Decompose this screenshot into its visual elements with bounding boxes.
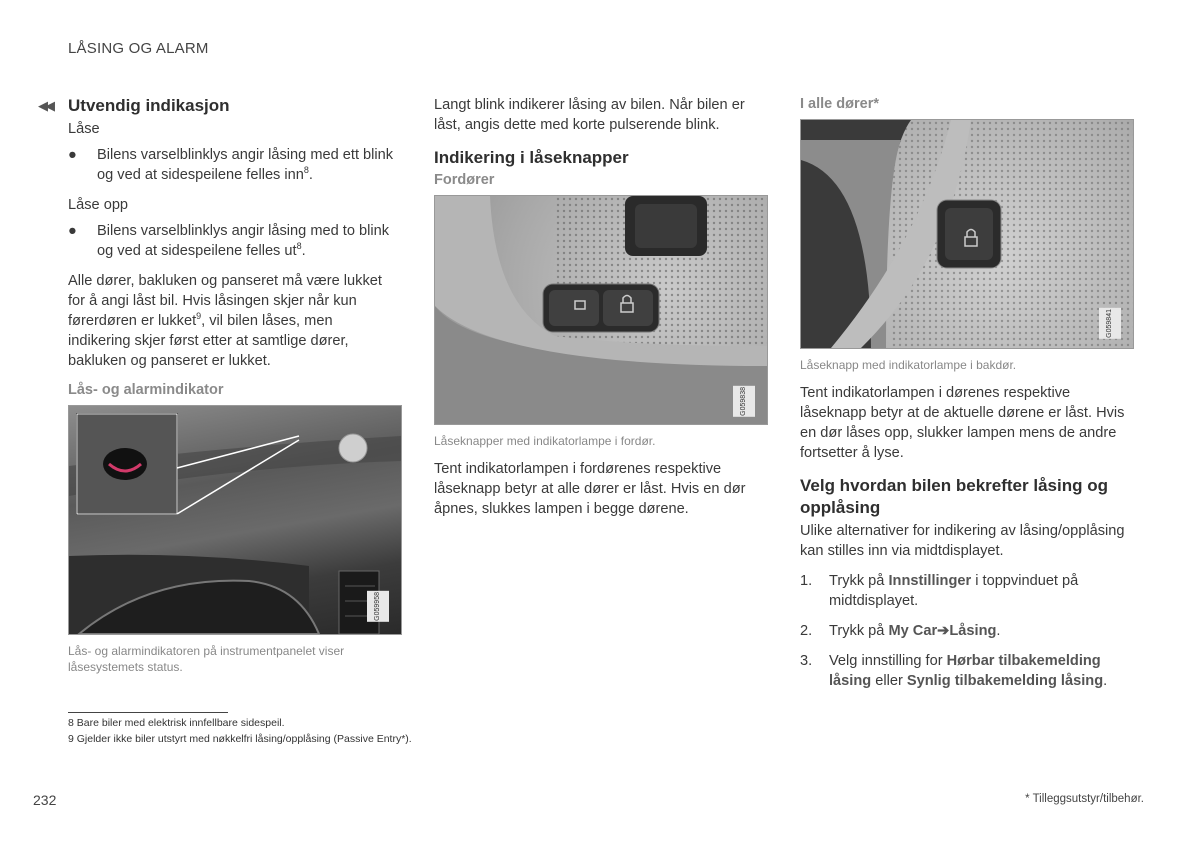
figure-caption: Lås- og alarmindikatoren på instrumentpanelet viser låsesystemets status. [68, 644, 345, 674]
intro-paragraph: Ulike alternativer for indikering av låsing/opplåsing kan stilles inn via midtdisplayet. [800, 523, 1125, 559]
unlock-bullet: ● Bilens varselblinklys angir låsing med to blink og ved at sidespeilene felles $ut^8$. [68, 223, 390, 259]
column-1 [68, 95, 398, 685]
figure-code: G059958 [367, 591, 389, 622]
lock-bullet: ● Bilens varselblinklys angir låsing med ett blink og ved at sidespeilene felles inn$^8$. [68, 147, 394, 183]
bullet-icon: ● [68, 223, 77, 239]
page-number: 232 [33, 792, 57, 808]
dashboard-indicator-image [68, 405, 402, 635]
subheading-indicator: Lås- og alarmindikator [68, 382, 224, 398]
back-arrows-icon[interactable]: ◀◀ [38, 98, 52, 113]
footnote: 8 Bare biler med elektrisk innfellbare sidespeil. [68, 717, 285, 729]
bullet-icon: ● [68, 147, 77, 163]
doors-paragraph: Alle dører, bakluken og panseret må være lukket for å angi låst bil. Hvis låsingen skjer når kun førerdøren er lukket$^9$, vil bilen låses, men indikering skjer først etter at samtlige dører, bakluken og panseret er lukket. [68, 273, 382, 369]
rear-door-button-image [800, 119, 1134, 349]
all-doors-paragraph: Tent indikatorlampen i dørenes respektive låseknapp betyr at de aktuelle dørene er låst. Hvis en dør låses opp, slukker lampen mens de andre fortsetter å lyse. [800, 385, 1125, 461]
section-heading: Utvendig indikasjon [68, 96, 230, 115]
figure-code: G059841 [1099, 308, 1121, 339]
list-item: 3. Velg innstilling for Hørbar tilbakemelding låsing eller Synlig tilbakemelding låsing. [800, 653, 1108, 689]
accessory-note: * Tilleggsutstyr/tilbehør. [1025, 793, 1144, 805]
subheading-all-doors: I alle dører* [800, 96, 879, 112]
front-doors-paragraph: Tent indikatorlampen i fordørenes respektive låseknapp betyr at alle dører er låst. Hvis en dør åpnes, slukkes lampen i begge dørene. [434, 461, 746, 517]
figure-code: G059838 [733, 386, 755, 417]
unlock-label: Låse opp [68, 197, 129, 213]
footnote-divider [68, 712, 228, 713]
steps-list [800, 571, 1135, 691]
figure-caption: Låseknapp med indikatorlampe i bakdør. [800, 358, 1017, 372]
lock-label: Låse [68, 121, 100, 137]
intro-paragraph: Langt blink indikerer låsing av bilen. Når bilen er låst, angis dette med korte pulserende blink. [434, 97, 745, 133]
front-door-buttons-image [434, 195, 768, 425]
page-header: LÅSING OG ALARM [68, 40, 209, 57]
column-2 [434, 95, 769, 525]
column-3 [800, 95, 1135, 701]
list-item: 2. Trykk på My Car➔Låsing. [800, 623, 1001, 639]
figure-caption: Låseknapper med indikatorlampe i fordør. [434, 434, 656, 448]
arrow-right-icon: ➔ [937, 623, 950, 639]
section-heading: Velg hvordan bilen bekrefter låsing og opplåsing [800, 476, 1108, 517]
list-item: 1. Trykk på Innstillinger i toppvinduet på midtdisplayet. [800, 573, 1079, 609]
footnote: 9 Gjelder ikke biler utstyrt med nøkkelfri låsing/opplåsing (Passive Entry*). [68, 733, 412, 745]
subheading-front-doors: Fordører [434, 172, 495, 188]
section-heading: Indikering i låseknapper [434, 148, 629, 167]
